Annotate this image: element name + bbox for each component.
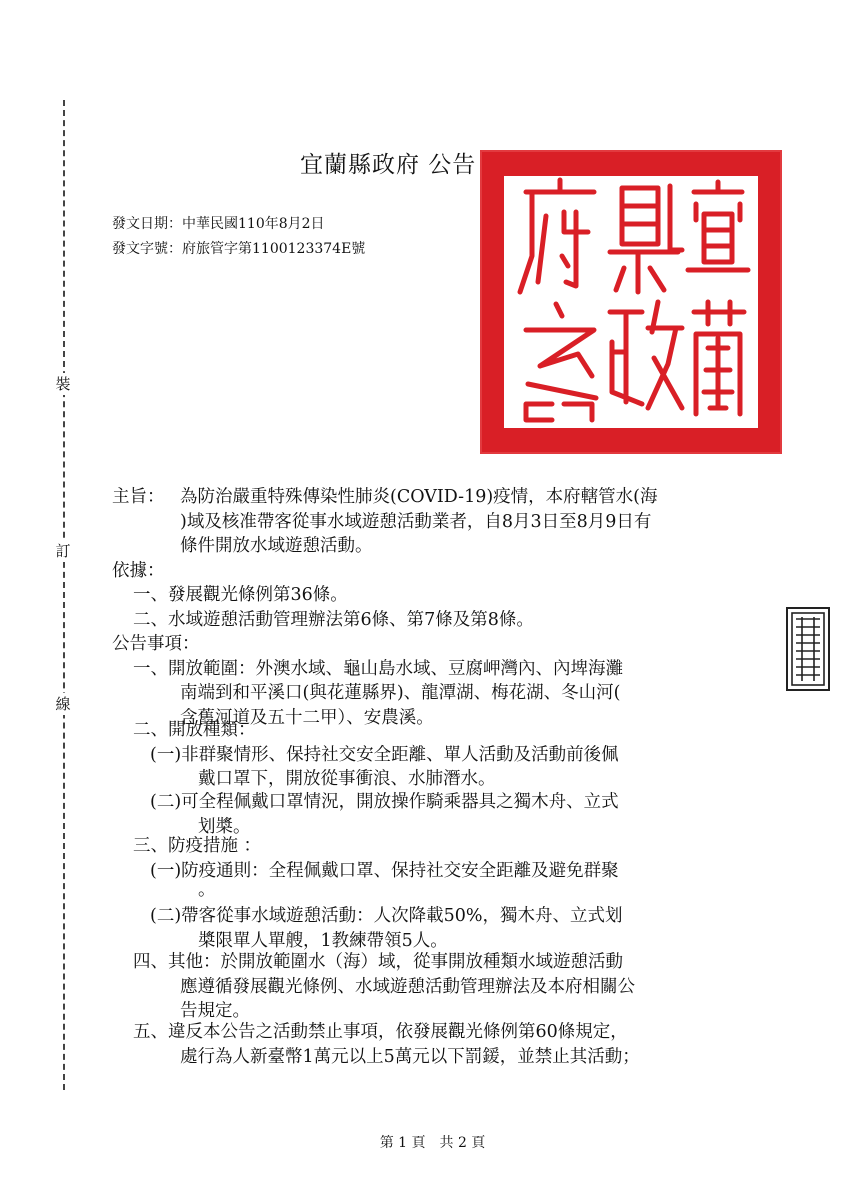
official-seal	[482, 152, 780, 452]
notice-label: 公告事項：	[112, 634, 200, 654]
page-title: 宜蘭縣政府 公告	[300, 152, 477, 178]
types-item-cont: 划槳。	[198, 816, 251, 837]
page-number: 第 1 頁 共 2 頁	[379, 1135, 486, 1151]
document-number: 發文字號：府旅管字第1100123374E號	[112, 241, 366, 257]
penalty-line: 五、違反本公告之活動禁止事項，依發展觀光條例第60條規定，	[133, 1022, 628, 1042]
other-line: 四、其他：於開放範圍水（海）域，從事開放種類水域遊憩活動	[133, 952, 623, 972]
measures-item-cont: 。	[198, 880, 216, 900]
subject-label: 主旨：	[112, 487, 165, 507]
types-item: (二)可全程佩戴口罩情況，開放操作騎乘器具之獨木舟、立式	[150, 792, 619, 812]
measures-heading: 三、防疫措施 ：	[133, 836, 262, 856]
other-line: 告規定。	[180, 1001, 250, 1021]
issue-date: 發文日期：中華民國110年8月2日	[112, 216, 325, 232]
binding-mark-zhuang: 裝	[52, 373, 74, 395]
basis-item: 一、發展觀光條例第36條。	[133, 585, 348, 605]
subject-line: 為防治嚴重特殊傳染性肺炎(COVID-19)疫情，本府轄管水(海	[180, 487, 658, 507]
types-heading: 二、開放種類：	[133, 720, 256, 740]
types-item-cont: 戴口罩下，開放從事衝浪、水肺潛水。	[198, 769, 496, 789]
scope-line: 含舊河道及五十二甲）、安農溪。	[180, 707, 434, 728]
measures-item-cont: 槳限單人單艘，1教練帶領5人。	[198, 930, 448, 951]
receipt-stamp-marks	[788, 609, 828, 689]
subject-line: 條件開放水域遊憩活動。	[180, 536, 373, 556]
basis-label: 依據：	[112, 560, 165, 581]
types-item: (一)非群聚情形、保持社交安全距離、單人活動及活動前後佩	[150, 744, 619, 765]
penalty-line: 處行為人新臺幣1萬元以上5萬元以下罰鍰，並禁止其活動；	[180, 1046, 640, 1067]
receipt-stamp	[786, 607, 830, 691]
seal-glyphs	[482, 152, 780, 452]
scope-line: 南端到和平溪口(與花蓮縣界)、龍潭湖、梅花湖、冬山河(	[180, 683, 621, 703]
measures-item: (二)帶客從事水域遊憩活動：人次降載50%，獨木舟、立式划	[150, 906, 623, 926]
binding-mark-xian: 線	[52, 693, 74, 715]
other-line: 應遵循發展觀光條例、水域遊憩活動管理辦法及本府相關公	[180, 976, 635, 997]
scope-line: 一、開放範圍：外澳水域、龜山島水域、豆腐岬灣內、內埤海灘	[133, 658, 623, 679]
binding-mark-ding: 訂	[52, 540, 74, 562]
basis-item: 二、水域遊憩活動管理辦法第6條、第7條及第8條。	[133, 609, 534, 630]
subject-line: )域及核准帶客從事水域遊憩活動業者，自8月3日至8月9日有	[180, 511, 652, 532]
measures-item: (一)防疫通則：全程佩戴口罩、保持社交安全距離及避免群聚	[150, 860, 619, 881]
binding-line	[63, 100, 65, 1090]
